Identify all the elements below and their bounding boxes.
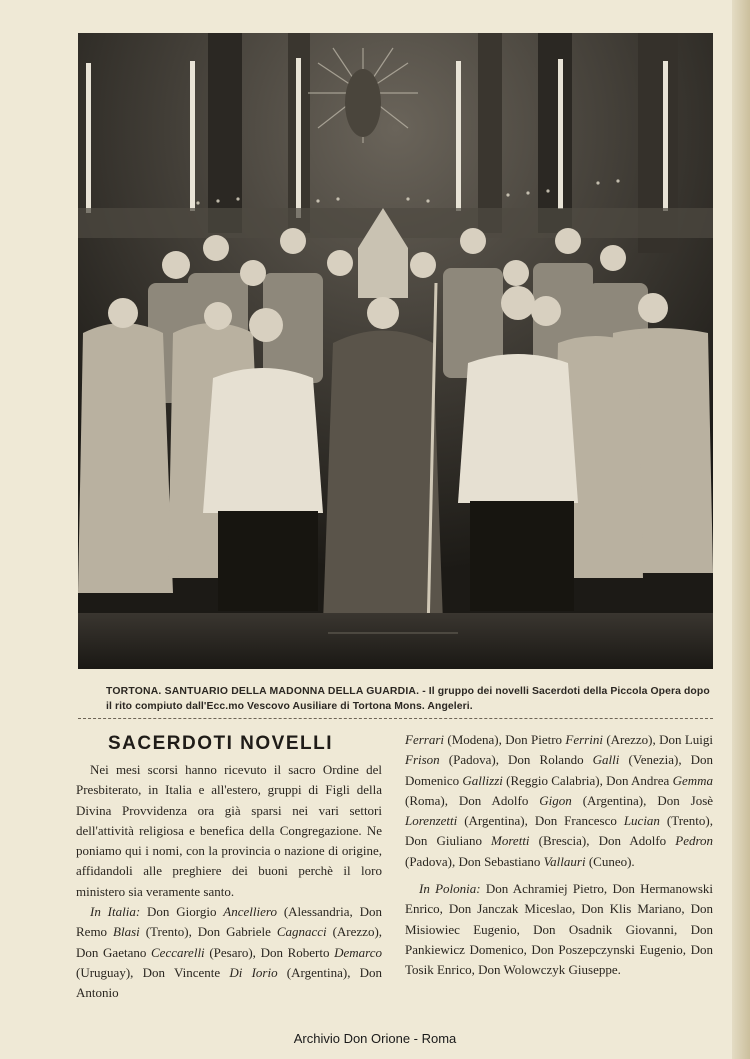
name-item: Don Gaetano Ceccarelli (Pesaro) [76, 944, 253, 960]
polonia-label: In Polonia: [419, 881, 481, 897]
caption-text: - Il gruppo dei novelli Sacerdoti della Piccola Opera dopo il rito compiuto dall'Ecc.mo Vescovo Ausiliare di Tortona Mons. Angeleri. [106, 686, 710, 712]
italia-paragraph-cont: Ferrari (Modena), Don Pietro Ferrini (Arezzo), Don Luigi Frison (Padova), Don Rolando Galli (Venezia), Don Domenico Gallizzi (Reggio Calabria), Don Andrea Gemma (Roma), Don Adolfo Gigon (Argentina), Don Josè Lorenzetti (Argentina), Don Francesco Lucian (Trento), Don Giuliano Moretti (Brescia), Don Adolfo Pedron (Padova), Don Sebastiano Vallauri (Cuneo). [405, 732, 714, 869]
archive-footer: Archivio Don Orione - Roma [293, 1031, 457, 1046]
caption-place: TORTONA. SANTUARIO DELLA MADONNA DELLA GUARDIA. [106, 686, 420, 697]
name-item: Don Adolfo Pedron (Padova) [405, 833, 714, 869]
article-column-left [76, 760, 382, 1004]
name-item: Don Roberto Demarco (Uruguay) [76, 944, 383, 980]
name-item: Don Giuliano Moretti (Brescia) [405, 833, 587, 849]
name-item: Don Pietro Ferrini (Arezzo) [505, 732, 653, 747]
article-title: SACERDOTI NOVELLI [108, 733, 334, 754]
caption-divider [78, 718, 713, 719]
page-edge [732, 0, 750, 1059]
polonia-names: Don Achramiej Pietro, Don Hermanowski Enrico, Don Janczak Miceslao, Don Klis Mariano, Don Misiowiec Eugenio, Don Osadnik Giovanni, Don Pankiewicz Domenico, Don Poszepczynski Eugenio, Don Tosik Enrico, Don Wolowczyk Giuseppe. [405, 881, 714, 978]
name-item-split: Don Antonio [76, 964, 383, 1001]
name-item: Don Domenico Gallizzi (Reggio Calabria) [405, 752, 714, 788]
name-item: Don Francesco Lucian (Trento) [534, 813, 710, 829]
polonia-paragraph [405, 879, 713, 980]
article-intro: Nei mesi scorsi hanno ricevuto il sacro Ordine del Presbiterato, in Italia e all'estero, gruppi di Figli della Divina Provvidenza ora già sparsi nei vari settori dell'attività religiosa e benefica della Congregazione. Ne poniamo qui i nomi, con la provincia o nazione di origine, affidandoli alle preghiere dei buoni perchè il loro ministero sia veramente santo. [76, 762, 382, 899]
name-item: Don Josè Lorenzetti (Argentina) [405, 792, 714, 829]
italia-label: In Italia: [90, 904, 141, 920]
photo-caption [106, 684, 714, 714]
name-item: Don Vincente Di Iorio (Argentina) [142, 964, 348, 980]
name-item: Ferrari (Modena) [405, 732, 499, 747]
name-item: Don Rolando Galli (Venezia) [508, 752, 679, 768]
article-column-right [405, 730, 713, 981]
name-item: Don Giorgio Ancelliero (Alessandria [147, 904, 350, 920]
name-item: Don Andrea Gemma (Roma) [405, 772, 713, 808]
name-item: Don Sebastiano Vallauri (Cuneo). [458, 853, 635, 869]
name-item: Don Adolfo Gigon (Argentina) [458, 792, 644, 808]
ordination-photo-scene [78, 33, 713, 669]
name-item: Don Remo Blasi (Trento) [76, 904, 382, 940]
name-item: Don Gabriele Cagnacci (Arezzo) [197, 924, 379, 940]
italia-paragraph-start [76, 902, 382, 1003]
italia-names-left: Don Giorgio Ancelliero (Alessandria, Don Remo Blasi (Trento), Don Gabriele Cagnacci (Arezzo), Don Gaetano Ceccarelli (Pesaro), Don Roberto Demarco (Uruguay), Don Vincente Di Iorio (Argentina), Don Antonio [76, 904, 383, 1001]
name-item: Don Luigi Frison (Padova) [405, 732, 714, 768]
ordination-photo [78, 33, 713, 669]
